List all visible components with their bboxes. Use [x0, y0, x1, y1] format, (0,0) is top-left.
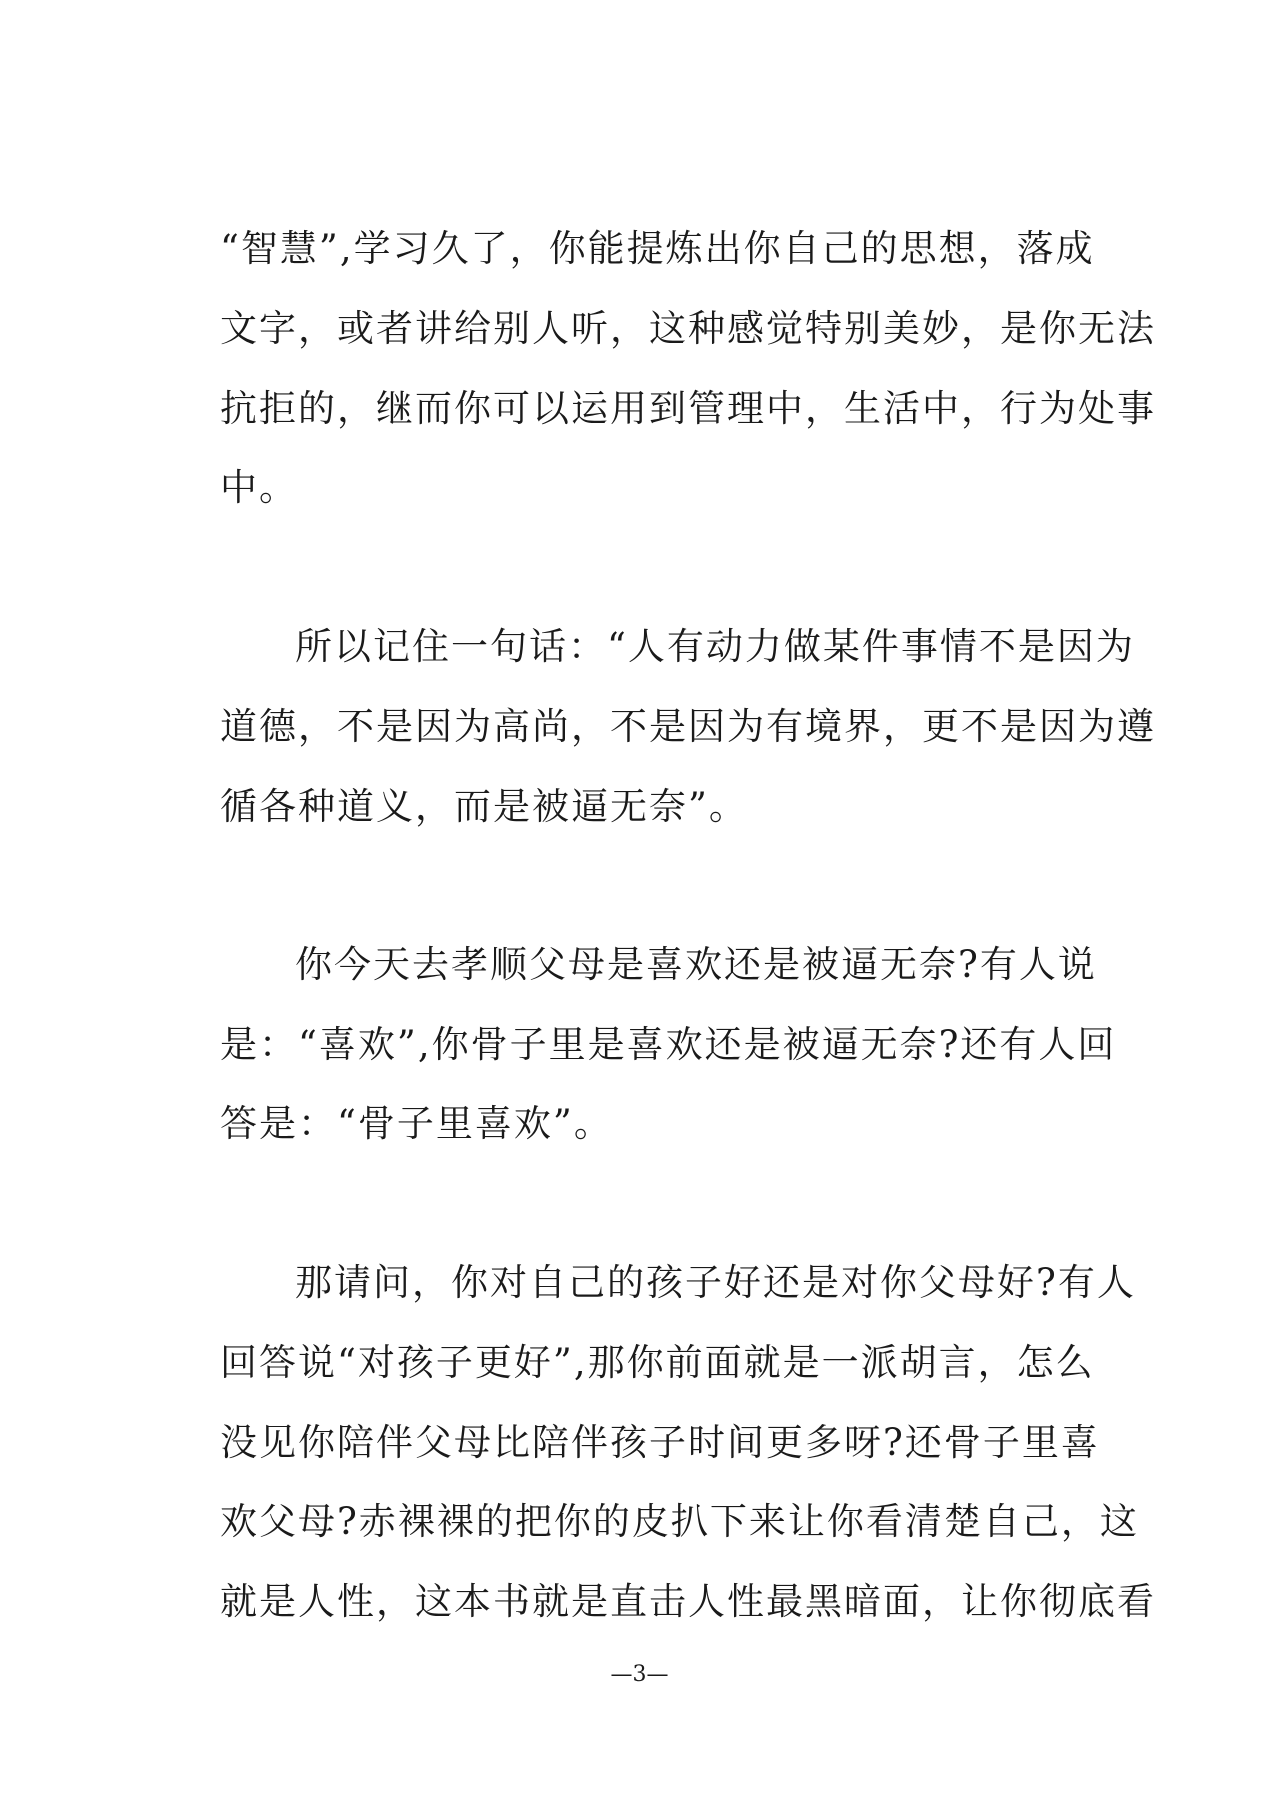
- paragraph-1-line-2: 文字，或者讲给别人听，这种感觉特别美妙，是你无法: [220, 307, 1156, 350]
- paragraph-2-line-3: 循各种道义，而是被逼无奈”。: [220, 785, 748, 828]
- paragraph-3-line-3: 答是：“骨子里喜欢”。: [220, 1102, 613, 1145]
- page-number: —3—: [610, 1662, 669, 1687]
- paragraph-4-line-2: 回答说“对孩子更好”,那你前面就是一派胡言，怎么: [220, 1341, 1095, 1384]
- paragraph-2-line-2: 道德，不是因为高尚，不是因为有境界，更不是因为遵: [220, 705, 1156, 748]
- paragraph-3-line-2: 是：“喜欢”,你骨子里是喜欢还是被逼无奈?还有人回: [220, 1023, 1117, 1066]
- paragraph-1-line-3: 抗拒的，继而你可以运用到管理中，生活中，行为处事: [220, 387, 1156, 430]
- paragraph-4-line-3: 没见你陪伴父母比陪伴孩子时间更多呀?还骨子里喜: [220, 1421, 1100, 1464]
- paragraph-3-line-1: 你今天去孝顺父母是喜欢还是被逼无奈?有人说: [295, 943, 1097, 986]
- paragraph-1-line-4: 中。: [220, 466, 298, 509]
- paragraph-4-line-5: 就是人性，这本书就是直击人性最黑暗面，让你彻底看: [220, 1580, 1156, 1623]
- paragraph-1-line-1: “智慧”,学习久了，你能提炼出你自己的思想，落成: [220, 227, 1095, 270]
- paragraph-4-line-4: 欢父母?赤裸裸的把你的皮扒下来让你看清楚自己，这: [220, 1500, 1139, 1543]
- paragraph-4-line-1: 那请问，你对自己的孩子好还是对你父母好?有人: [295, 1261, 1136, 1304]
- paragraph-2-line-1: 所以记住一句话：“人有动力做某件事情不是因为: [295, 625, 1135, 668]
